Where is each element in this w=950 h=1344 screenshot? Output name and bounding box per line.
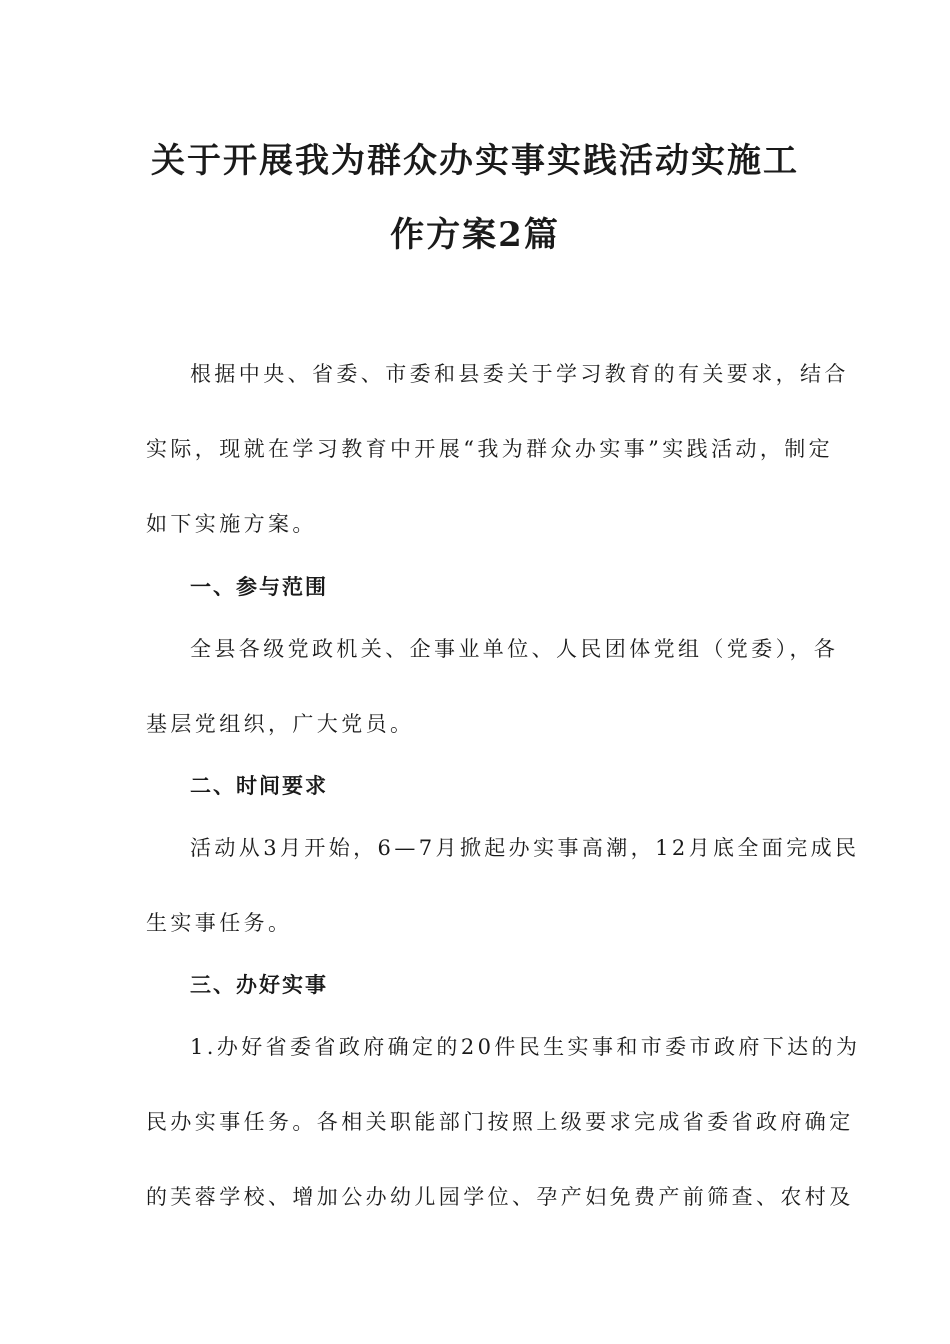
intro-paragraph-line-1: 根据中央、省委、市委和县委关于学习教育的有关要求，结合 — [190, 362, 849, 386]
timeline-paragraph-line-1: 活动从3月开始，6—7月掀起办实事高潮，12月底全面完成民 — [190, 836, 860, 860]
document-title-line-1: 关于开展我为群众办实事实践活动实施工 — [151, 141, 799, 181]
section-heading-timeline: 二、时间要求 — [190, 773, 328, 798]
document-title-line-2: 作方案2篇 — [390, 215, 560, 255]
scope-paragraph-line-2: 基层党组织，广大党员。 — [146, 712, 415, 736]
intro-paragraph-line-3: 如下实施方案。 — [146, 512, 317, 536]
section-heading-scope: 一、参与范围 — [190, 574, 328, 599]
section-heading-tasks: 三、办好实事 — [190, 972, 328, 997]
scope-paragraph-line-1: 全县各级党政机关、企事业单位、人民团体党组（党委），各 — [190, 637, 839, 661]
tasks-paragraph-line-1: 1.办好省委省政府确定的20件民生实事和市委市政府下达的为 — [190, 1035, 861, 1059]
tasks-paragraph-line-3: 的芙蓉学校、增加公办幼儿园学位、孕产妇免费产前筛查、农村及 — [146, 1185, 854, 1209]
intro-paragraph-line-2: 实际，现就在学习教育中开展“我为群众办实事”实践活动，制定 — [146, 437, 834, 461]
tasks-paragraph-line-2: 民办实事任务。各相关职能部门按照上级要求完成省委省政府确定 — [146, 1110, 854, 1134]
timeline-paragraph-line-2: 生实事任务。 — [146, 911, 293, 935]
